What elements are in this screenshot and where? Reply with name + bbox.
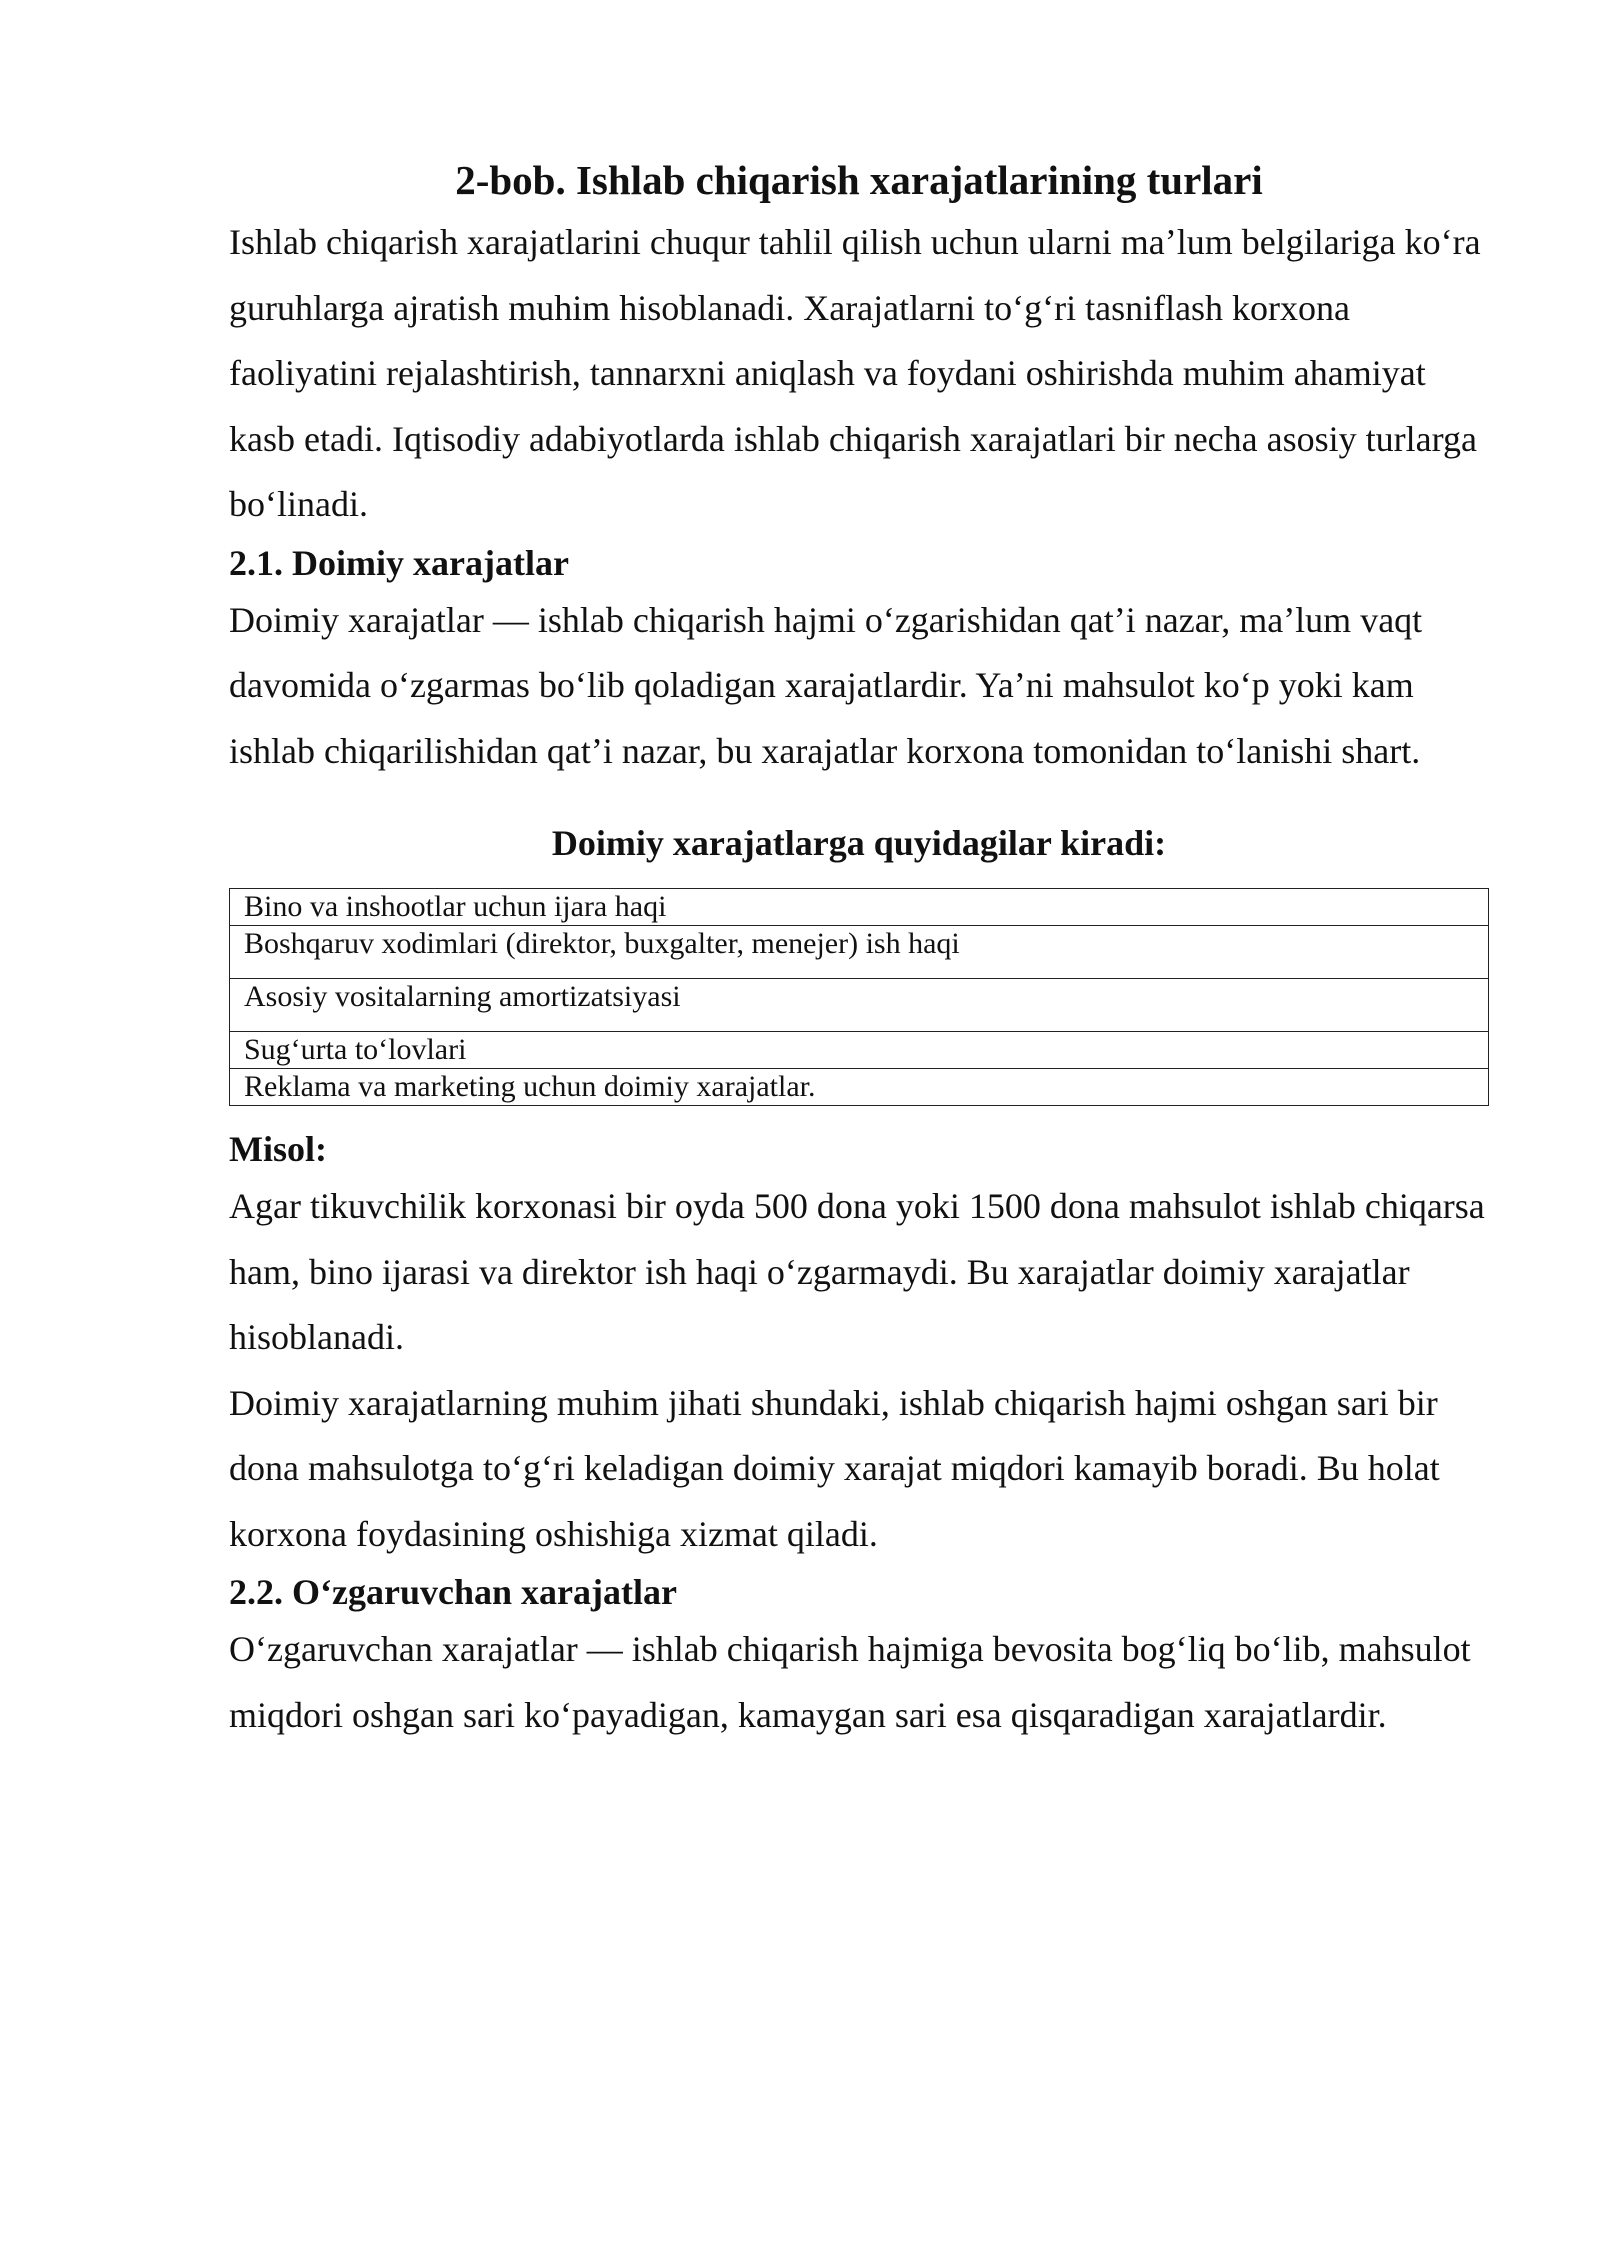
intro-paragraph: Ishlab chiqarish xarajatlarini chuqur tahlil qilish uchun ularni maʼlum belgilariga koʻra guruhlarga ajratish muhim hisoblanadi. Xarajatlarni toʻgʻri tasniflash korxona faoliyatini rejalashtirish, tannarxni aniqlash va foydani oshirishda muhim ahamiyat kasb etadi. Iqtisodiy adabiyotlarda ishlab chiqarish xarajatlari bir necha asosiy turlarga boʻlinadi. bbox=[229, 222, 1481, 524]
section-heading-fixed-costs: 2.1. Doimiy xarajatlar bbox=[229, 542, 569, 583]
page-content bbox=[229, 150, 1489, 1748]
table-cell: Boshqaruv xodimlari (direktor, buxgalter, menejer) ish haqi bbox=[230, 926, 1489, 979]
section-heading-variable-costs: 2.2. Oʻzgaruvchan xarajatlar bbox=[229, 1572, 677, 1612]
table-row bbox=[230, 1069, 1489, 1106]
table-cell: Asosiy vositalarning amortizatsiyasi bbox=[230, 979, 1489, 1032]
fixed-costs-paragraph: Doimiy xarajatlar — ishlab chiqarish hajmi oʻzgarishidan qatʼi nazar, maʼlum vaqt davomida oʻzgarmas boʻlib qoladigan xarajatlardir. Yaʼni mahsulot koʻp yoki kam ishlab chiqarilishidan qatʼi nazar, bu xarajatlar korxona tomonidan toʻlanishi shart. bbox=[229, 599, 1423, 771]
fixed-costs-note-paragraph: Doimiy xarajatlarning muhim jihati shundaki, ishlab chiqarish hajmi oshgan sari bir dona mahsulotga toʻgʻri keladigan doimiy xarajat miqdori kamayib boradi. Bu holat korxona foydasining oshishiga xizmat qiladi. bbox=[229, 1382, 1440, 1554]
fixed-costs-list-title: Doimiy xarajatlarga quyidagilar kiradi: bbox=[551, 823, 1167, 863]
example-paragraph: Agar tikuvchilik korxonasi bir oyda 500 dona yoki 1500 dona mahsulot ishlab chiqarsa ham, bino ijarasi va direktor ish haqi oʻzgarmaydi. Bu xarajatlar doimiy xarajatlar hisoblanadi. bbox=[229, 1186, 1485, 1357]
fixed-costs-table bbox=[229, 888, 1489, 1106]
chapter-title: 2-bob. Ishlab chiqarish xarajatlarining turlari bbox=[455, 157, 1263, 203]
table-cell: Sugʻurta toʻlovlari bbox=[230, 1032, 1489, 1069]
table-row bbox=[230, 926, 1489, 979]
table-row bbox=[230, 889, 1489, 926]
variable-costs-paragraph: Oʻzgaruvchan xarajatlar — ishlab chiqarish hajmiga bevosita bogʻliq boʻlib, mahsulot miqdori oshgan sari koʻpayadigan, kamaygan sari esa qisqaradigan xarajatlardir. bbox=[229, 1629, 1471, 1735]
table-row bbox=[230, 1032, 1489, 1069]
table-cell: Reklama va marketing uchun doimiy xarajatlar. bbox=[230, 1069, 1489, 1106]
table-cell: Bino va inshootlar uchun ijara haqi bbox=[230, 889, 1489, 926]
example-label: Misol: bbox=[229, 1129, 327, 1169]
table-row bbox=[230, 979, 1489, 1032]
